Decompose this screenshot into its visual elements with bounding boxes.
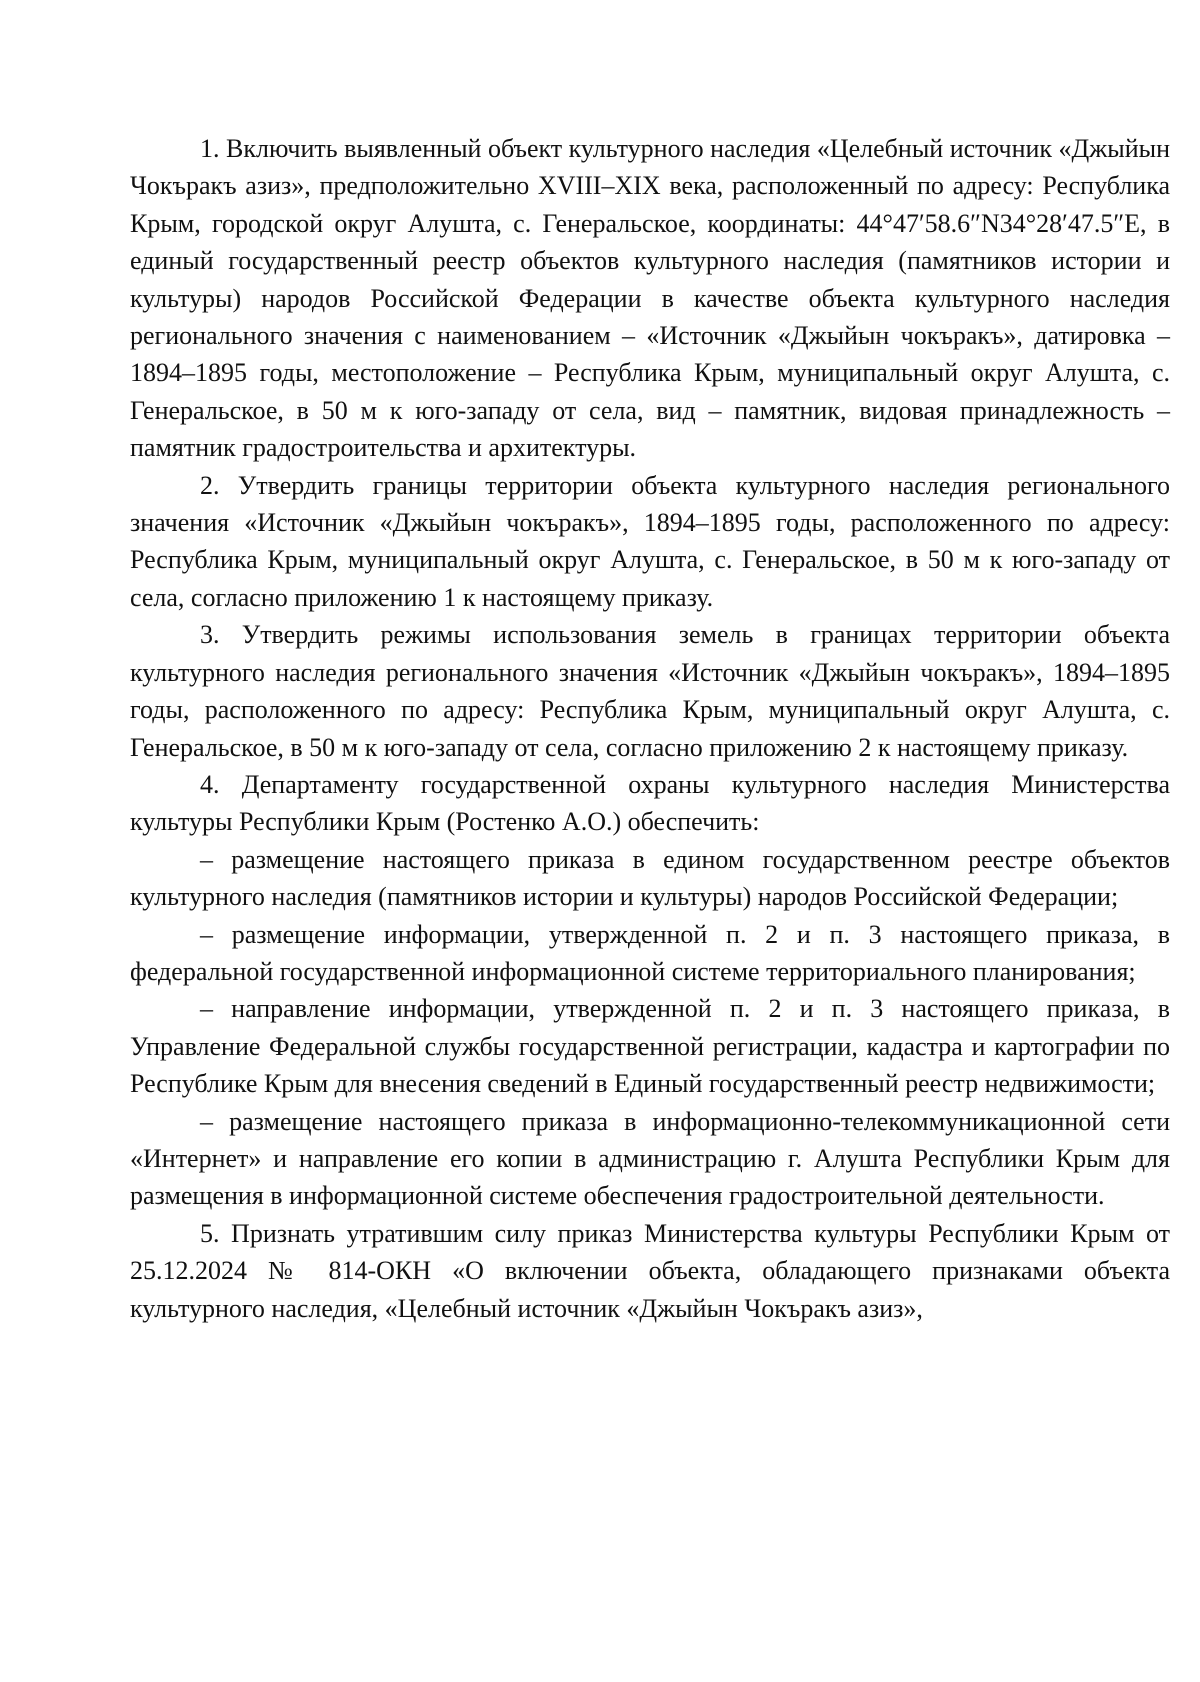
list-item-rosreestr-submission: – направление информации, утвержденной п. 2 и п. 3 настоящего приказа, в Управление Федеральной службы государственной регистрации, кадастра и картографии по Республике Крым для внесения сведений в Единый государственный реестр недвижимости;	[130, 994, 1170, 1099]
list-item-internet-placement: – размещение настоящего приказа в информационно-телекоммуникационной сети «Интернет» и направление его копии в администрацию г. Алушта Республики Крым для размещения в информационной системе обеспечения градостроительной деятельности.	[130, 1106, 1170, 1211]
document-page	[130, 130, 1170, 1327]
paragraph-5-repeal-order: 5. Признать утратившим силу приказ Министерства культуры Республики Крым от 25.12.2024 № 814-ОКН «О включении объекта, обладающего признаками объекта культурного наследия, «Целебный источник «Джыйын Чокъракъ азиз»,	[130, 1218, 1170, 1323]
paragraph-2-territory-borders: 2. Утвердить границы территории объекта культурного наследия регионального значения «Источник «Джыйын чокъракъ», 1894–1895 годы, расположенного по адресу: Республика Крым, муниципальный округ Алушта, с. Генеральское, в 50 м к юго-западу от села, согласно приложению 1 к настоящему приказу.	[130, 470, 1170, 612]
list-item-fgis-placement: – размещение информации, утвержденной п. 2 и п. 3 настоящего приказа, в федеральной государственной информационной системе территориального планирования;	[130, 919, 1170, 986]
paragraph-4-department-duties: 4. Департаменту государственной охраны культурного наследия Министерства культуры Республики Крым (Ростенко А.О.) обеспечить:	[130, 769, 1170, 837]
list-item-registry-placement: – размещение настоящего приказа в едином государственном реестре объектов культурного наследия (памятников истории и культуры) народов Российской Федерации;	[130, 844, 1170, 912]
paragraph-3-land-use-regimes: 3. Утвердить режимы использования земель в границах территории объекта культурного наследия регионального значения «Источник «Джыйын чокъракъ», 1894–1895 годы, расположенного по адресу: Республика Крым, муниципальный округ Алушта, с. Генеральское, в 50 м к юго-западу от села, согласно приложению 2 к настоящему приказу.	[130, 620, 1170, 762]
paragraph-1-include-object: 1. Включить выявленный объект культурного наследия «Целебный источник «Джыйын Чокъракъ азиз», предположительно XVIII–XIX века, расположенный по адресу: Республика Крым, городской округ Алушта, с. Генеральское, координаты: 44°47′58.6″N34°28′47.5″E, в единый государственный реестр объектов культурного наследия (памятников истории и культуры) народов Российской Федерации в качестве объекта культурного наследия регионального значения с наименованием – «Источник «Джыйын чокъракъ», датировка – 1894–1895 годы, местоположение – Республика Крым, муниципальный округ Алушта, с. Генеральское, в 50 м к юго-западу от села, вид – памятник, видовая принадлежность – памятник градостроительства и архитектуры.	[130, 134, 1171, 463]
